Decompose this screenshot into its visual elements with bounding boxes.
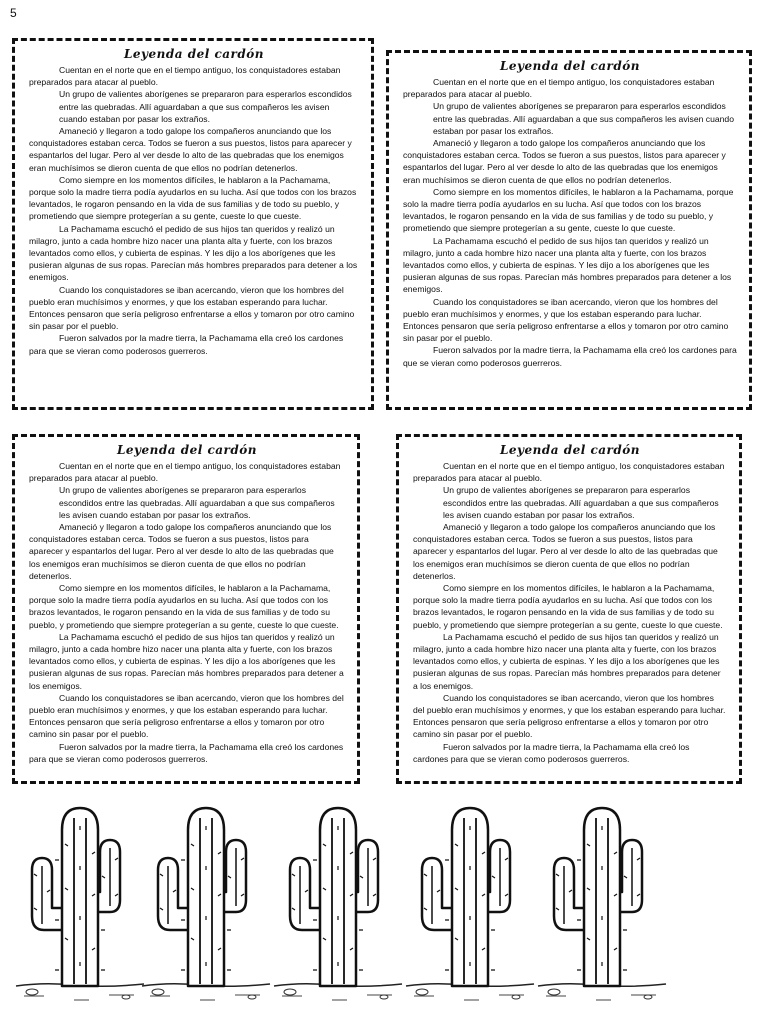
paragraph-1: Cuentan en el norte que en el tiempo antiguo, los conquistadores estaban preparados para atacar al pueblo. <box>29 461 341 484</box>
legend-card-4 <box>396 434 742 784</box>
paragraph-1: Cuentan en el norte que en el tiempo antiguo, los conquistadores estaban preparados para atacar al pueblo. <box>29 65 341 88</box>
paragraph-7: Fueron salvados por la madre tierra, la Pachamama ella creó los cardones para que se vieran como poderosos guerreros. <box>29 741 344 764</box>
paragraph-5: La Pachamama escuchó el pedido de sus hijos tan queridos y realizó un milagro, junto a cada hombre hizo nacer una planta alta y fuerte, con los brazos levantados como ellos, y cubierta de espinas. Y les dijo a los aborígenes que les pusieran algunas de sus ropas. Parecían más hombres preparados para detener a los enemigos. <box>403 235 732 295</box>
cactus-icon <box>404 800 536 1010</box>
paragraph-5: La Pachamama escuchó el pedido de sus hijos tan queridos y realizó un milagro, junto a cada hombre hizo nacer una planta alta y fuerte, con los brazos levantados como ellos, y cubierta de espinas. Y les dijo a los aborígenes que les pusieran algunas de sus ropas. Parecían más hombres preparados para detener a los enemigos. <box>413 631 721 691</box>
card-title: Leyenda del cardón <box>123 47 265 61</box>
paragraph-3: Amaneció y llegaron a todo galope los compañeros anunciando que los conquistadores estaban cerca. Todos se fueron a sus puestos, listos para aparecer y espantarlos del lugar. Pero al ver desde lo alto de las quebradas que los enemigos eran muchísimos se dieron cuenta de que ellos no podrían detenerlos. <box>403 138 726 185</box>
card-title: Leyenda del cardón <box>499 59 641 73</box>
cactus-icon <box>14 800 146 1010</box>
paragraph-6: Cuando los conquistadores se iban acercando, vieron que los hombres del pueblo eran muchísimos y enormes, y que los estaban esperando para luchar. Entonces pensaron que sería peligroso enfrentarse a ellos y tomaron por otro camino sin pasar por el pueblo. <box>413 692 726 740</box>
paragraph-1: Cuentan en el norte que en el tiempo antiguo, los conquistadores estaban preparados para atacar al pueblo. <box>403 77 715 100</box>
cactus-icon <box>140 800 272 1010</box>
paragraph-5: La Pachamama escuchó el pedido de sus hijos tan queridos y realizó un milagro, junto a cada hombre hizo nacer una planta alta y fuerte, con los brazos levantados como ellos, y cubierta de espinas. Y les dijo a los aborígenes que les pusieran algunas de sus ropas. Parecían más hombres preparados para detener a los enemigos. <box>29 223 358 283</box>
paragraph-3: Amaneció y llegaron a todo galope los compañeros anunciando que los conquistadores estaban cerca. Todos se fueron a sus puestos, listos para aparecer y espantarlos del lugar. Pero al ver desde lo alto de las quebradas que los enemigos eran muchísimos se dieron cuenta de que ellos no podrían detenerlos. <box>29 522 334 581</box>
paragraph-3: Amaneció y llegaron a todo galope los compañeros anunciando que los conquistadores estaban cerca. Todos se fueron a sus puestos, listos para aparecer y espantarlos del lugar. Pero al ver desde lo alto de las quebradas que los enemigos eran muchísimos se dieron cuenta de que ellos no podrían detenerlos. <box>29 126 352 173</box>
cactus-icon <box>536 800 668 1010</box>
paragraph-4: Como siempre en los momentos difíciles, le hablaron a la Pachamama, porque solo la madre tierra podía ayudarlos en su lucha. Así que todos con los brazos levantados, le rogaron pensando en la vida de sus familias y de todo su pueblo, y prometiendo que siempre protegerían a su gente, cueste lo que cueste. <box>403 186 734 234</box>
paragraph-3: Amaneció y llegaron a todo galope los compañeros anunciando que los conquistadores estaban cerca. Todos se fueron a sus puestos, listos para aparecer y espantarlos del lugar. Pero al ver desde lo alto de las quebradas que los enemigos eran muchísimos se dieron cuenta de que ellos no podrían detenerlos. <box>413 522 718 581</box>
paragraph-2: Un grupo de valientes aborígenes se prepararon para esperarlos escondidos entre las quebradas. Allí aguardaban a que sus compañeros les avisen cuando estaban por pasar los extraños. <box>59 485 335 520</box>
paragraph-1: Cuentan en el norte que en el tiempo antiguo, los conquistadores estaban preparados para atacar al pueblo. <box>413 461 725 484</box>
paragraph-2: Un grupo de valientes aborígenes se prepararon para esperarlos escondidos entre las quebradas. Allí aguardaban a que sus compañeros les avisen cuando estaban por pasar los extraños. <box>433 101 734 136</box>
page-number: 5 <box>10 6 17 20</box>
paragraph-7: Fueron salvados por la madre tierra, la Pachamama ella creó los cardones para que se vieran como poderosos guerreros. <box>29 333 344 356</box>
paragraph-2: Un grupo de valientes aborígenes se prepararon para esperarlos escondidos entre las quebradas. Allí aguardaban a que sus compañeros les avisen cuando estaban por pasar los extraños. <box>59 89 352 124</box>
cactus-icon <box>272 800 404 1010</box>
paragraph-4: Como siempre en los momentos difíciles, le hablaron a la Pachamama, porque solo la madre tierra podía ayudarlos en su lucha. Así que todos con los brazos levantados, le rogaron pensando en la vida de sus familias y de todo su pueblo, y prometiendo que siempre protegerían a su gente, cueste lo que cueste. <box>29 583 339 630</box>
card-title: Leyenda del cardón <box>499 443 641 457</box>
paragraph-4: Como siempre en los momentos difíciles, le hablaron a la Pachamama, porque solo la madre tierra podía ayudarlos en su lucha. Así que todos con los brazos levantados, le rogaron pensando en la vida de sus familias y de todo su pueblo, y prometiendo que siempre protegerían a su gente, cueste lo que cueste. <box>413 583 723 630</box>
paragraph-7: Fueron salvados por la madre tierra, la Pachamama ella creó los cardones para que se vieran como poderosos guerreros. <box>403 345 737 368</box>
paragraph-7: Fueron salvados por la madre tierra, la Pachamama ella creó los cardones para que se vieran como poderosos guerreros. <box>413 741 690 764</box>
legend-card-1 <box>12 38 374 410</box>
legend-card-2 <box>386 50 752 410</box>
cactus-illustrations <box>14 800 674 1015</box>
paragraph-4: Como siempre en los momentos difíciles, le hablaron a la Pachamama, porque solo la madre tierra podía ayudarlos en su lucha. Así que todos con los brazos levantados, le rogaron pensando en la vida de sus familias y de todo su pueblo, y prometiendo que siempre protegerían a su gente, cueste lo que cueste. <box>29 174 357 222</box>
paragraph-6: Cuando los conquistadores se iban acercando, vieron que los hombres del pueblo eran muchísimos y enormes, y que los estaban esperando para luchar. Entonces pensaron que sería peligroso enfrentarse a ellos y tomaron por otro camino sin pasar por el pueblo. <box>403 296 729 344</box>
card-title: Leyenda del cardón <box>116 443 258 457</box>
paragraph-5: La Pachamama escuchó el pedido de sus hijos tan queridos y realizó un milagro, junto a cada hombre hizo nacer una planta alta y fuerte, con los brazos levantados como ellos, y cubierta de espinas. Y les dijo a los aborígenes que les pusieran algunas de sus ropas. Parecían más hombres preparados para detener a los enemigos. <box>29 631 344 691</box>
legend-card-3 <box>12 434 360 784</box>
paragraph-6: Cuando los conquistadores se iban acercando, vieron que los hombres del pueblo eran muchísimos y enormes, y que los estaban esperando para luchar. Entonces pensaron que sería peligroso enfrentarse a ellos y tomaron por otro camino sin pasar por el pueblo. <box>29 692 344 740</box>
paragraph-2: Un grupo de valientes aborígenes se prepararon para esperarlos escondidos entre las quebradas. Allí aguardaban a que sus compañeros les avisen cuando estaban por pasar los extraños. <box>443 485 719 520</box>
paragraph-6: Cuando los conquistadores se iban acercando, vieron que los hombres del pueblo eran muchísimos y enormes, y que los estaban esperando para luchar. Entonces pensaron que sería peligroso enfrentarse a ellos y tomaron por otro camino sin pasar por el pueblo. <box>29 284 355 332</box>
